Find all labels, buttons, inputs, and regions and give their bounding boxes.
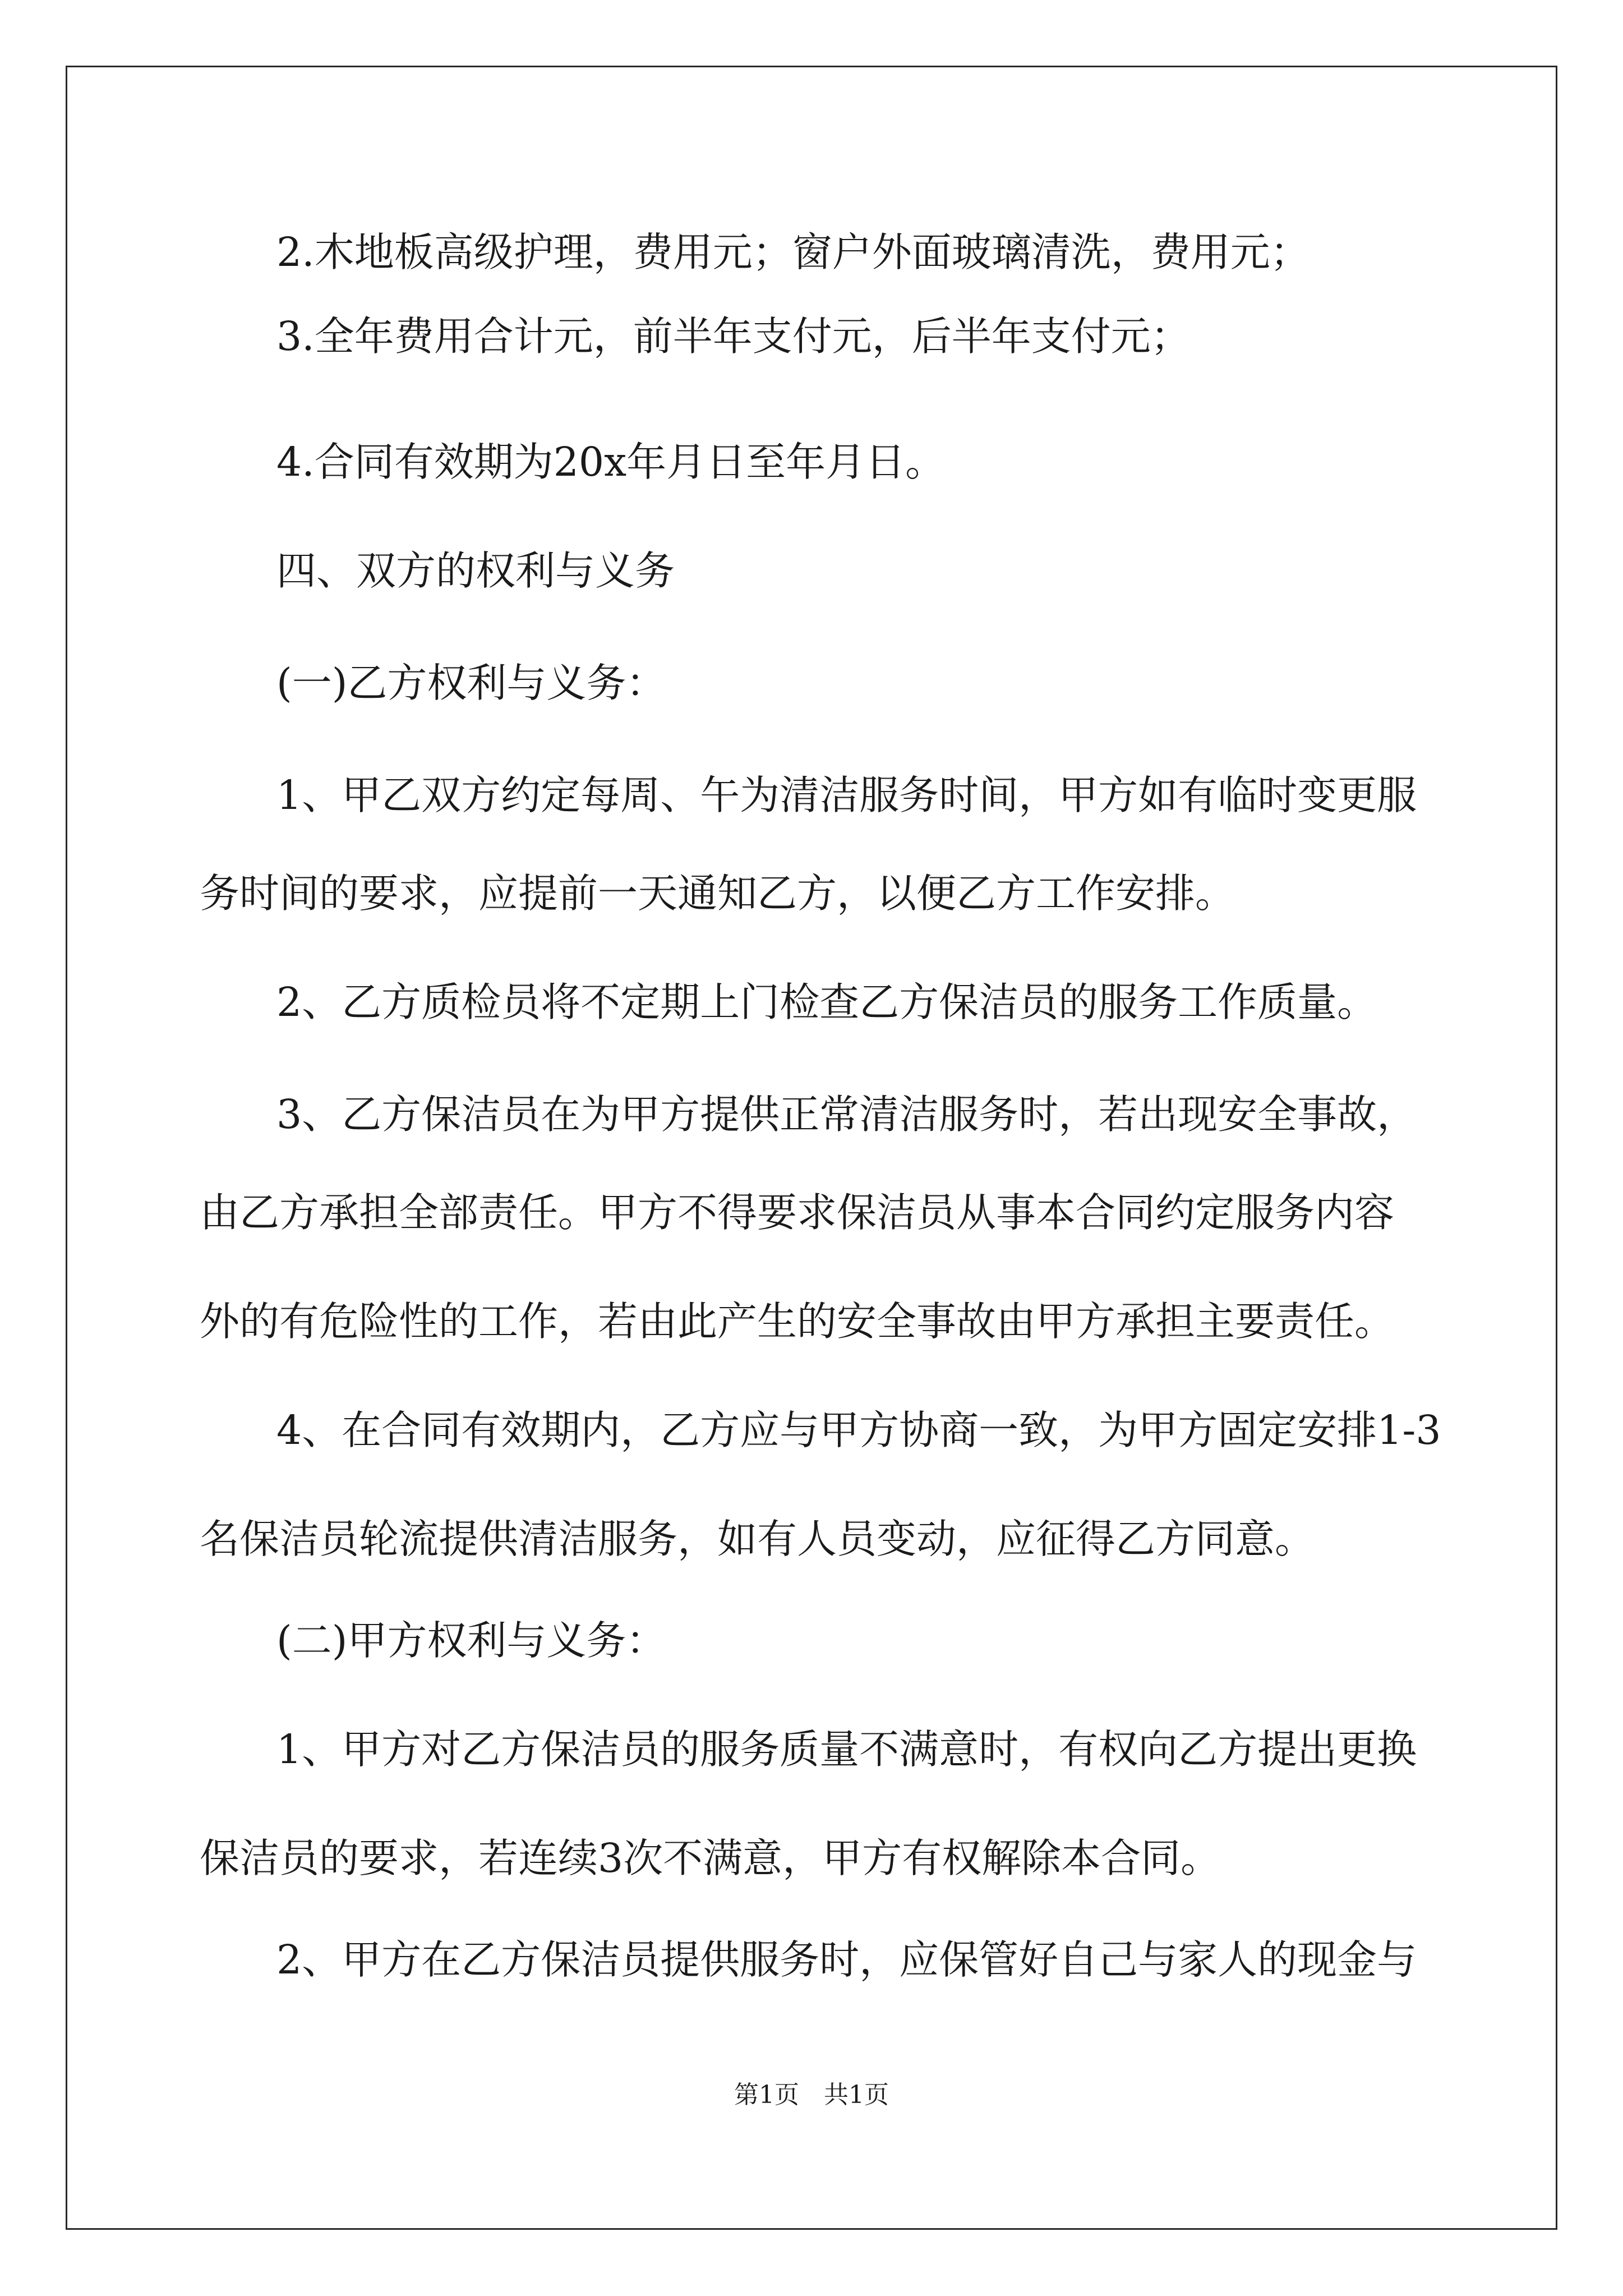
- clause-b3-line1: 3、乙方保洁员在为甲方提供正常清洁服务时，若出现安全事故，: [276, 1091, 1417, 1138]
- clause-b2: 2、乙方质检员将不定期上门检查乙方保洁员的服务工作质量。: [276, 979, 1377, 1025]
- clause-b3-line3: 外的有危险性的工作，若由此产生的安全事故由甲方承担主要责任。: [200, 1298, 1395, 1345]
- clause-a1-line1: 1、甲方对乙方保洁员的服务质量不满意时，有权向乙方提出更换: [276, 1726, 1417, 1773]
- clause-b1-line2: 务时间的要求，应提前一天通知乙方，以便乙方工作安排。: [200, 870, 1235, 917]
- clause-a2-line1: 2、甲方在乙方保洁员提供服务时，应保管好自己与家人的现金与: [276, 1936, 1417, 1983]
- subheading-party-a: (二)甲方权利与义务：: [276, 1617, 666, 1664]
- clause-b3-line2: 由乙方承担全部责任。甲方不得要求保洁员从事本合同约定服务内容: [200, 1189, 1395, 1236]
- page-border: [66, 66, 1557, 2230]
- section-heading-rights: 四、双方的权利与义务: [276, 547, 675, 594]
- page-footer: 第1页 共1页: [734, 2081, 889, 2109]
- line-item-3-total: 3.全年费用合计元，前半年支付元，后半年支付元；: [276, 313, 1191, 360]
- clause-b4-line2: 名保洁员轮流提供清洁服务，如有人员变动，应征得乙方同意。: [200, 1516, 1315, 1562]
- clause-b4-line1: 4、在合同有效期内，乙方应与甲方协商一致，为甲方固定安排1-3: [276, 1407, 1441, 1453]
- clause-a1-line2: 保洁员的要求，若连续3次不满意，甲方有权解除本合同。: [200, 1835, 1221, 1881]
- line-item-2-fees: 2.木地板高级护理，费用元；窗户外面玻璃清洗，费用元；: [276, 229, 1310, 275]
- clause-b1-line1: 1、甲乙双方约定每周、午为清洁服务时间，甲方如有临时变更服: [276, 772, 1417, 818]
- line-item-4-term: 4.合同有效期为20x年月日至年月日。: [276, 439, 946, 485]
- subheading-party-b: (一)乙方权利与义务：: [276, 660, 666, 706]
